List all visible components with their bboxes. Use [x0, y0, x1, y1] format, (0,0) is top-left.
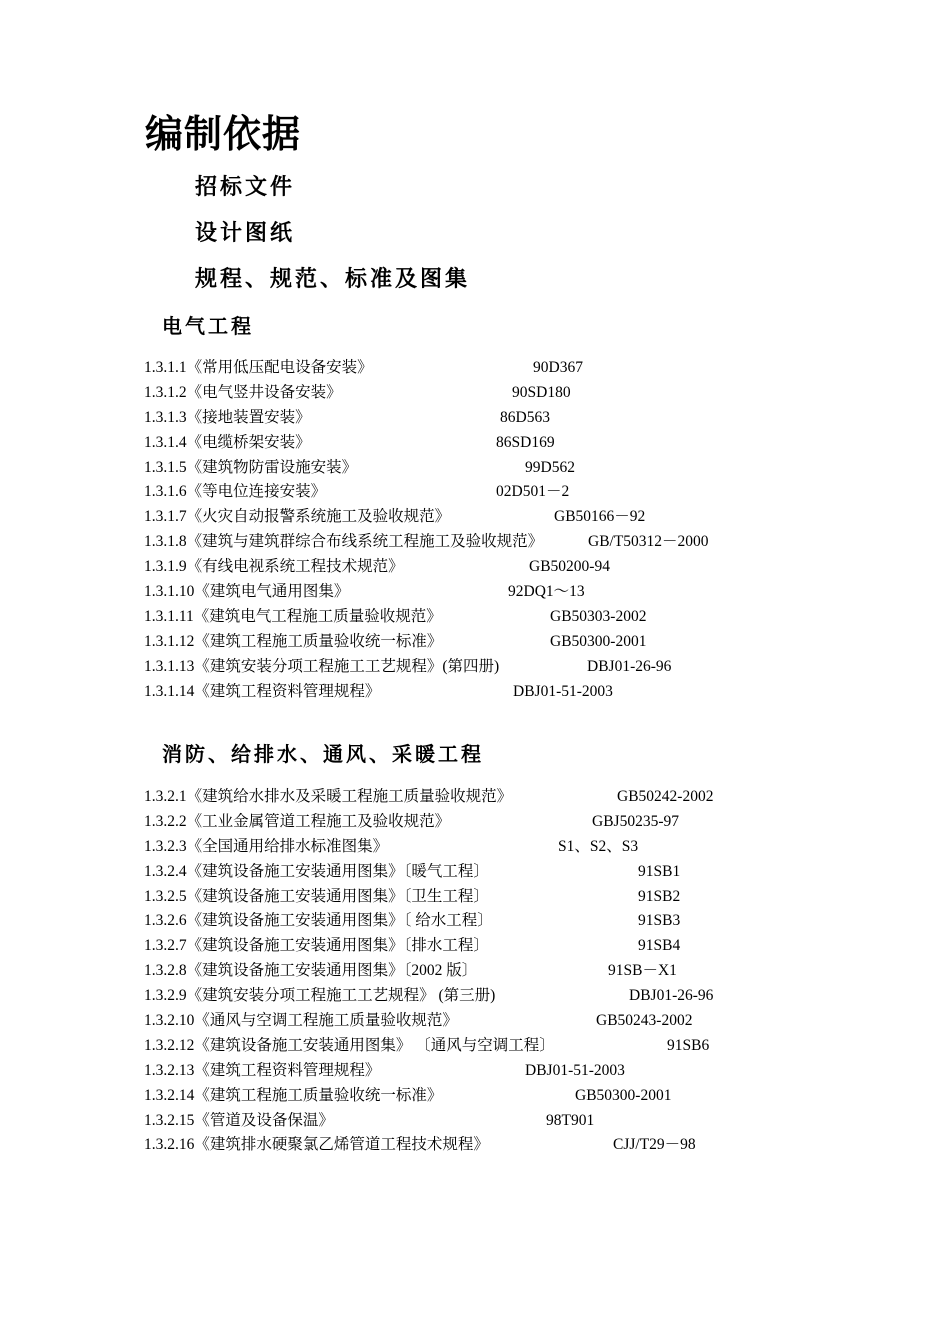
- item-code: GB50303-2002: [550, 607, 647, 625]
- item-code: 91SB1: [638, 862, 681, 880]
- list-item: [144, 507, 904, 532]
- list-item: [144, 961, 904, 986]
- list-item: [144, 1111, 904, 1136]
- item-title: 1.3.2.1《建筑给水排水及采暖工程施工质量验收规范》: [144, 788, 513, 805]
- list-item: [144, 812, 904, 837]
- item-title: 1.3.1.4《电缆桥架安装》: [144, 433, 311, 451]
- item-title: 1.3.1.8《建筑与建筑群综合布线系统工程施工及验收规范》: [144, 533, 544, 551]
- list-item: [144, 433, 904, 458]
- item-title: 1.3.2.2《工业金属管道工程施工及验收规范》: [144, 812, 451, 830]
- list-item: [144, 458, 904, 483]
- list-item: [144, 887, 904, 912]
- list-item: [144, 632, 904, 657]
- item-code: 86SD169: [496, 433, 555, 451]
- item-title: 1.3.2.5《建筑设备施工安装通用图集》〔卫生工程〕: [144, 887, 489, 905]
- item-title: 1.3.2.12《建筑设备施工安装通用图集》 〔通风与空调工程〕: [144, 1036, 555, 1054]
- list-item: [144, 862, 904, 887]
- item-title: 1.3.2.8《建筑设备施工安装通用图集》〔2002 版〕: [144, 962, 478, 980]
- item-title: 1.3.1.12《建筑工程施工质量验收统一标准》: [144, 632, 443, 650]
- heading-electrical: 电气工程: [162, 314, 254, 338]
- list-item: [144, 557, 904, 582]
- item-code: DBJ01-26-96: [587, 657, 672, 675]
- item-title: 1.3.2.16《建筑排水硬聚氯乙烯管道工程技术规程》: [144, 1136, 489, 1154]
- item-title: 1.3.1.10《建筑电气通用图集》: [144, 583, 350, 601]
- electrical-list: [144, 358, 904, 706]
- item-code: 98T901: [546, 1111, 595, 1129]
- item-title: 1.3.1.9《有线电视系统工程技术规范》: [144, 558, 404, 576]
- list-item: [144, 1086, 904, 1111]
- item-code: DBJ01-51-2003: [513, 682, 613, 700]
- item-code: CJJ/T29－98: [613, 1136, 696, 1154]
- item-code: 90SD180: [512, 383, 571, 401]
- page-title: 编制依据: [145, 112, 302, 156]
- item-title: 1.3.2.7《建筑设备施工安装通用图集》〔排水工程〕: [144, 937, 489, 955]
- heading-hvac: 消防、给排水、通风、采暖工程: [162, 742, 484, 766]
- list-item: [144, 837, 904, 862]
- item-code: 91SB3: [638, 912, 681, 930]
- item-title: 1.3.1.7《火灾自动报警系统施工及验收规范》: [144, 508, 451, 526]
- hvac-list: [144, 787, 904, 1160]
- list-item: [144, 358, 904, 383]
- item-title: 1.3.1.3《接地装置安装》: [144, 408, 311, 426]
- list-item: [144, 532, 904, 557]
- item-code: GB50243-2002: [596, 1012, 693, 1030]
- item-code: GB50200-94: [529, 558, 610, 576]
- item-title: 1.3.1.6《等电位连接安装》: [144, 483, 327, 501]
- item-title: 1.3.2.9《建筑安装分项工程施工工艺规程》 (第三册): [144, 987, 496, 1005]
- list-item: [144, 1135, 904, 1160]
- list-item: [144, 482, 904, 507]
- item-code: GB50166－92: [554, 508, 646, 526]
- list-item: [144, 682, 904, 707]
- list-item: [144, 383, 904, 408]
- section-design-drawings: 设计图纸: [195, 221, 296, 246]
- list-item: [144, 607, 904, 632]
- item-code: 91SB－X1: [608, 962, 677, 980]
- list-item: [144, 936, 904, 961]
- item-title: 1.3.1.5《建筑物防雷设施安装》: [144, 458, 358, 476]
- item-code: GB50242-2002: [617, 788, 714, 805]
- item-code: 92DQ1～13: [508, 583, 585, 601]
- item-title: 1.3.1.14《建筑工程资料管理规程》: [144, 682, 381, 700]
- item-code: 86D563: [500, 408, 550, 426]
- item-title: 1.3.1.2《电气竖井设备安装》: [144, 383, 342, 401]
- list-item: [144, 787, 904, 812]
- item-code: S1、S2、S3: [558, 837, 639, 855]
- item-title: 1.3.1.11《建筑电气工程施工质量验收规范》: [144, 607, 442, 625]
- item-code: GB/T50312－2000: [588, 533, 709, 551]
- item-code: DBJ01-26-96: [629, 987, 714, 1005]
- item-title: 1.3.2.6《建筑设备施工安装通用图集》〔 给水工程〕: [144, 912, 493, 930]
- section-standards: 规程、规范、标准及图集: [195, 267, 471, 292]
- section-tender-documents: 招标文件: [195, 175, 296, 200]
- item-code: 90D367: [533, 359, 583, 376]
- item-code: GB50300-2001: [550, 632, 647, 650]
- list-item: [144, 1036, 904, 1061]
- item-code: DBJ01-51-2003: [525, 1061, 625, 1079]
- item-code: 02D501－2: [496, 483, 570, 501]
- item-title: 1.3.1.1《常用低压配电设备安装》: [144, 359, 373, 376]
- list-item: [144, 1061, 904, 1086]
- list-item: [144, 408, 904, 433]
- item-title: 1.3.2.10《通风与空调工程施工质量验收规范》: [144, 1012, 458, 1030]
- item-title: 1.3.2.15《管道及设备保温》: [144, 1111, 334, 1129]
- list-item: [144, 986, 904, 1011]
- item-code: 99D562: [525, 458, 575, 476]
- item-title: 1.3.2.13《建筑工程资料管理规程》: [144, 1061, 381, 1079]
- item-code: 91SB4: [638, 937, 681, 955]
- item-title: 1.3.1.13《建筑安装分项工程施工工艺规程》(第四册): [144, 657, 500, 675]
- list-item: [144, 657, 904, 682]
- list-item: [144, 911, 904, 936]
- list-item: [144, 582, 904, 607]
- list-item: [144, 1011, 904, 1036]
- item-code: 91SB2: [638, 887, 681, 905]
- item-title: 1.3.2.4《建筑设备施工安装通用图集》〔暖气工程〕: [144, 862, 489, 880]
- item-title: 1.3.2.3《全国通用给排水标准图集》: [144, 837, 389, 855]
- item-title: 1.3.2.14《建筑工程施工质量验收统一标准》: [144, 1086, 443, 1104]
- item-code: GB50300-2001: [575, 1086, 672, 1104]
- item-code: 91SB6: [667, 1036, 710, 1054]
- item-code: GBJ50235-97: [592, 812, 679, 830]
